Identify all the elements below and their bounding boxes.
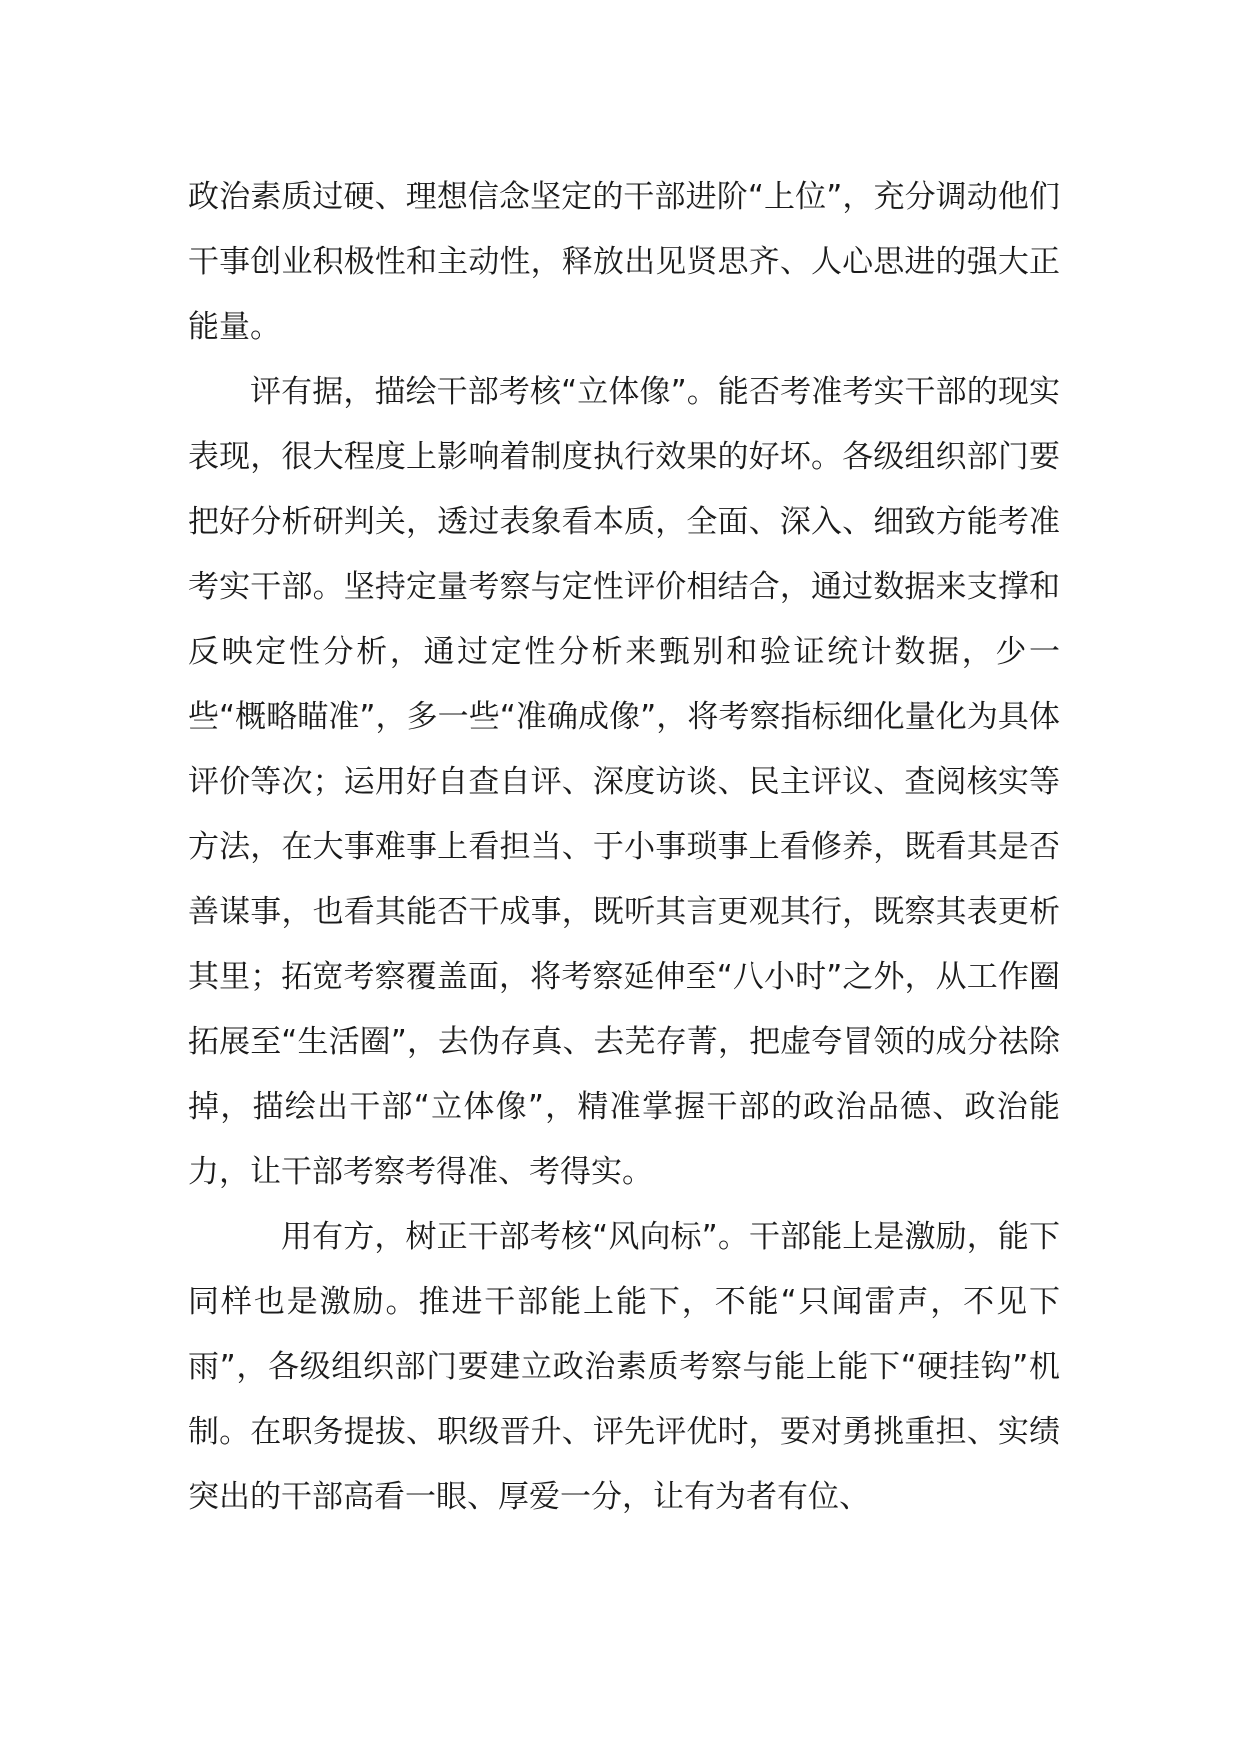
document-body	[188, 165, 1060, 1530]
paragraph-evaluation: 评有据，描绘干部考核“立体像”。能否考准考实干部的现实表现，很大程度上影响着制度执行效果的好坏。各级组织部门要把好分析研判关，透过表象看本质，全面、深入、细致方能考准考实干部。坚持定量考察与定性评价相结合，通过数据来支撑和反映定性分析，通过定性分析来甄别和验证统计数据，少一些“概略瞄准”，多一些“准确成像”，将考察指标细化量化为具体评价等次；运用好自查自评、深度访谈、民主评议、查阅核实等方法，在大事难事上看担当、于小事琐事上看修养，既看其是否善谋事，也看其能否干成事，既听其言更观其行，既察其表更析其里；拓宽考察覆盖面，将考察延伸至“八小时”之外，从工作圈拓展至“生活圈”，去伪存真、去芜存菁，把虚夸冒领的成分祛除掉，描绘出干部“立体像”，精准掌握干部的政治品德、政治能力，让干部考察考得准、考得实。	[188, 374, 1060, 1190]
paragraph-application: 用有方，树正干部考核“风向标”。干部能上是激励，能下同样也是激励。推进干部能上能下，不能“只闻雷声，不见下雨”，各级组织部门要建立政治素质考察与能上能下“硬挂钩”机制。在职务提拔、职级晋升、评先评优时，要对勇挑重担、实绩突出的干部高看一眼、厚爱一分，让有为者有位、	[188, 1219, 1060, 1515]
paragraph-continuation: 政治素质过硬、理想信念坚定的干部进阶“上位”，充分调动他们干事创业积极性和主动性，释放出见贤思齐、人心思进的强大正能量。	[188, 179, 1060, 345]
